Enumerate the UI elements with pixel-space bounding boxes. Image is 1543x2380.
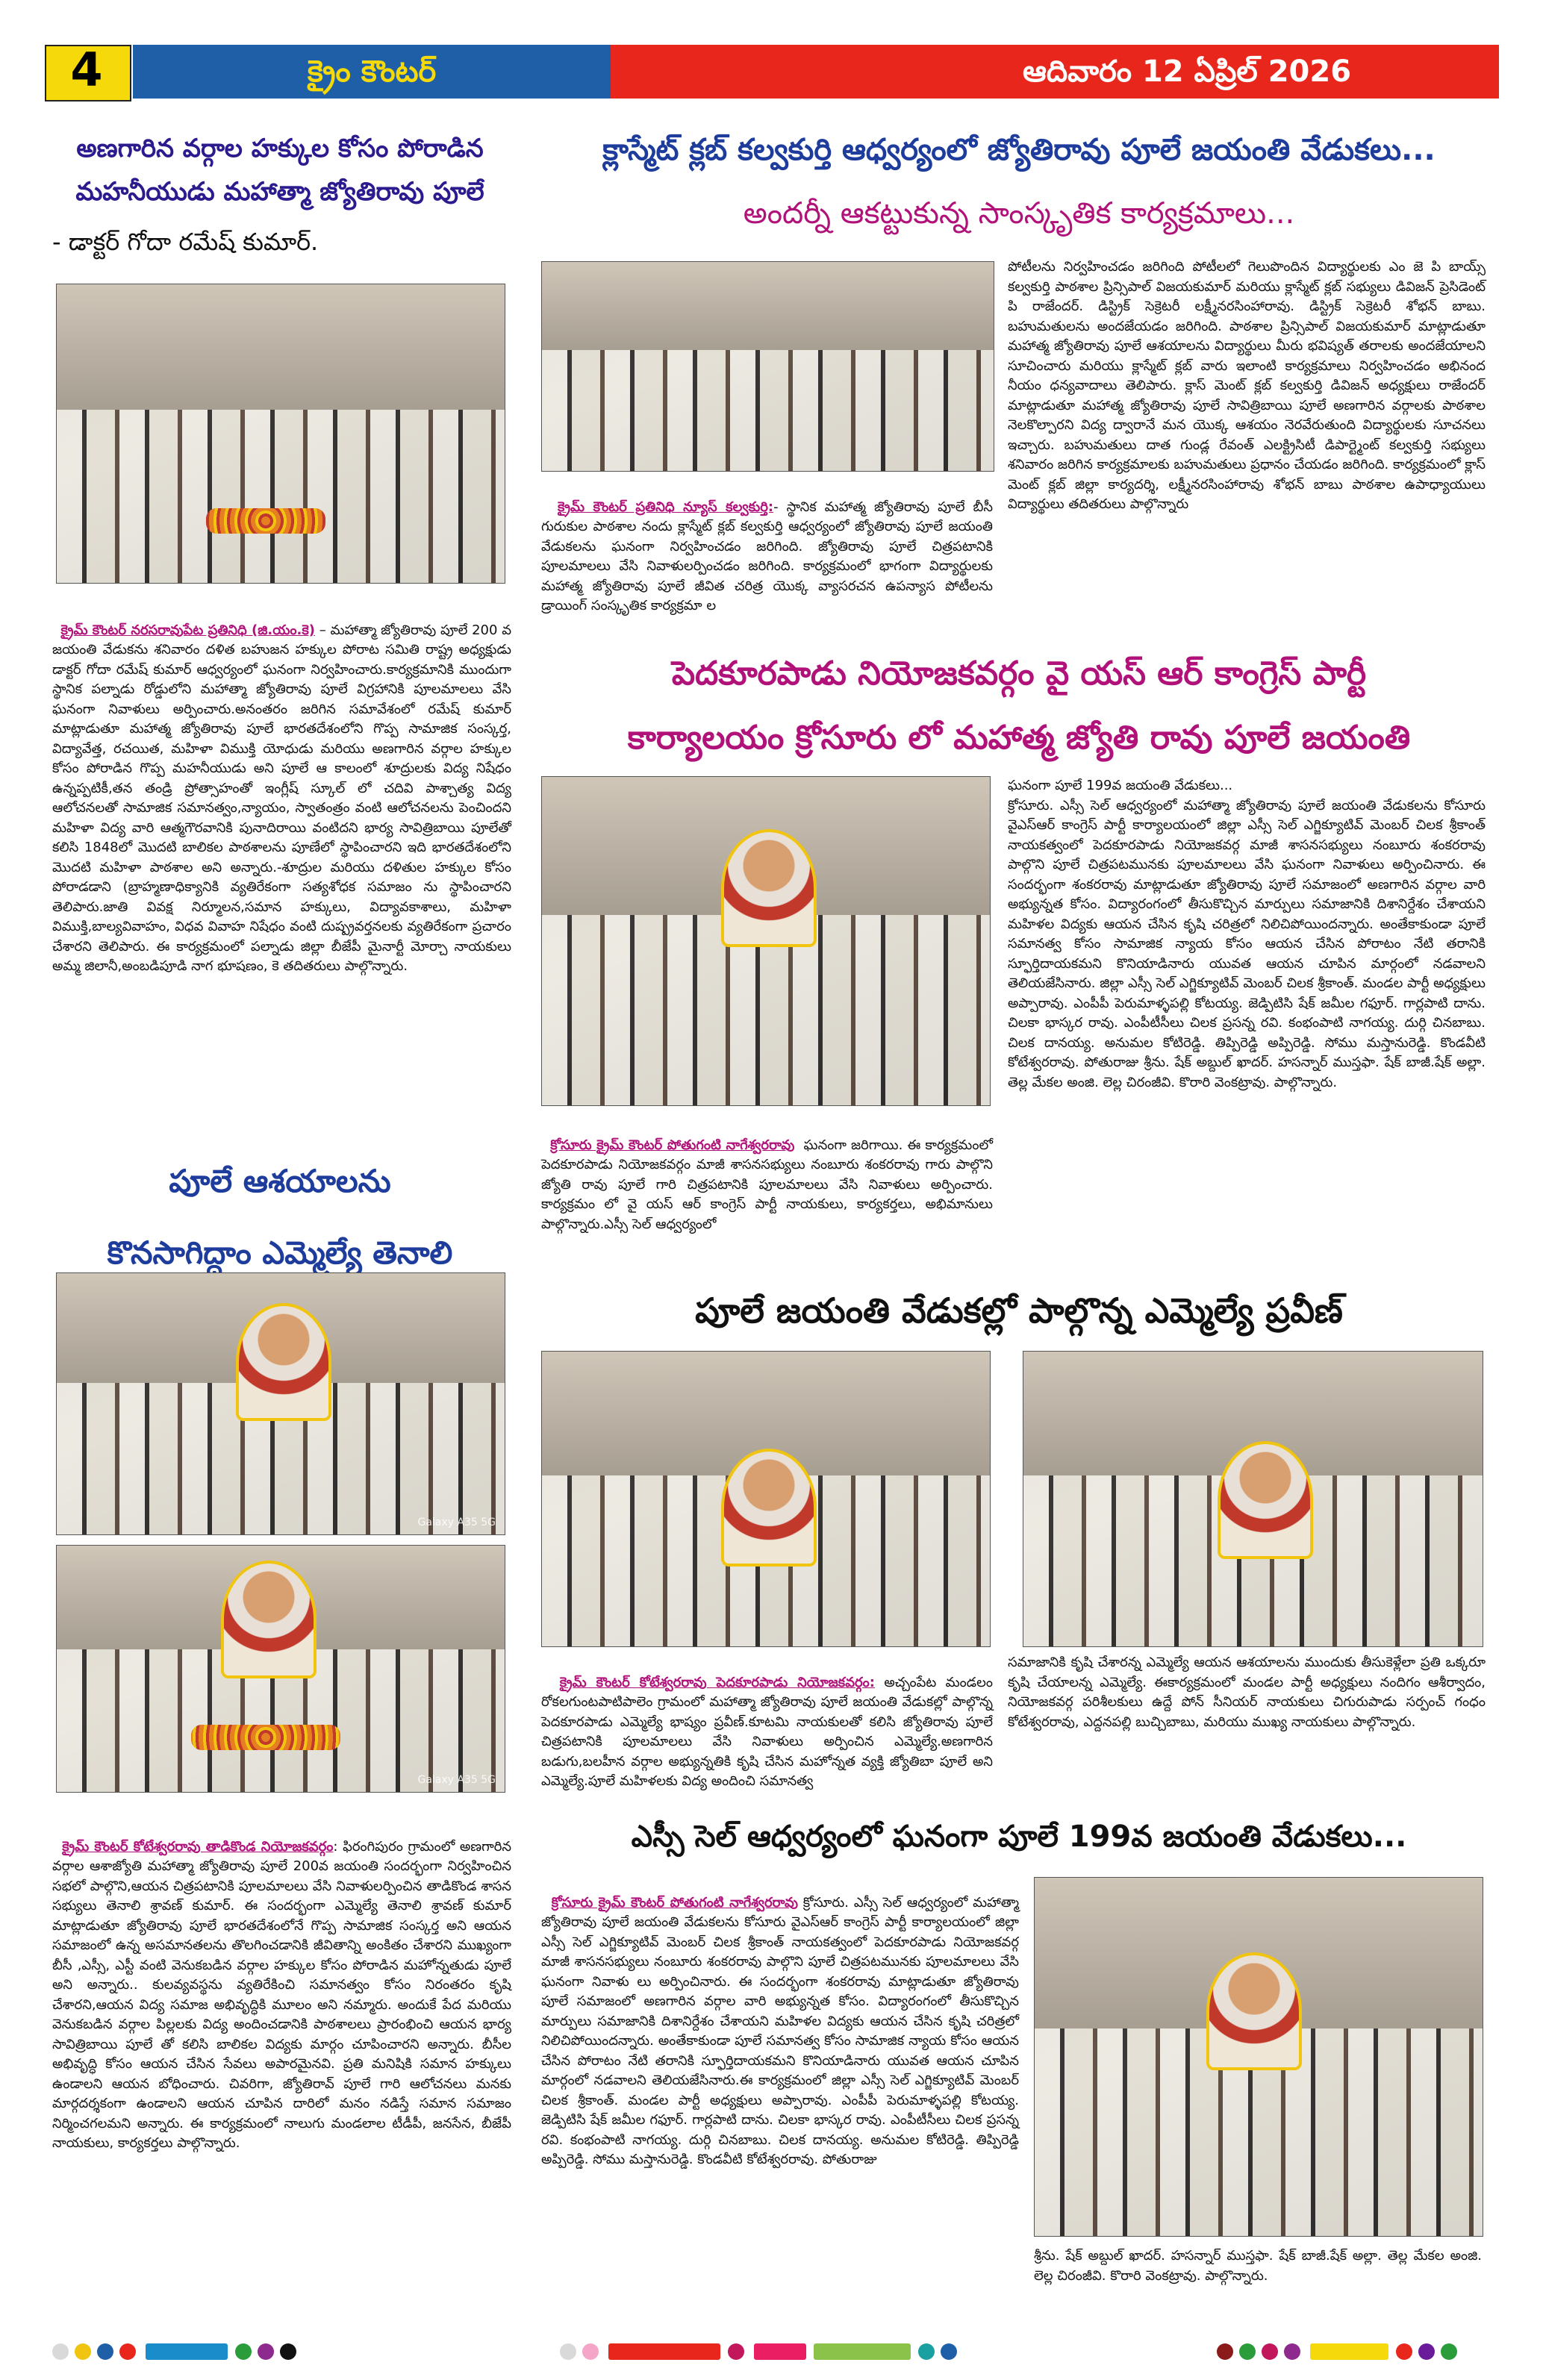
- left-headline-1: అణగారిన వర్గాల హక్కుల కోసం పోరాడిన మహనీయుడు మహాత్మా జ్యోతిరావు పూలే: [75, 134, 484, 207]
- footer-bar: [1310, 2343, 1388, 2360]
- photo-phirangipuram-2: [56, 1545, 505, 1793]
- footer-bar: [814, 2343, 911, 2360]
- right-story-2-col2: ఘనంగా పూలే 199వ జయంతి వేడుకలు... క్రోసూరు. ఎస్సీ సెల్ ఆధ్వర్యంలో మహాత్మా జ్యోతిరావు పూలే జయంతి వేడుకలను కోసూరు వైఎస్ఆర్ కాంగ్రెస్ పార్టీ కార్యాలయంలో జిల్లా ఎస్సీ సెల్ ఎగ్జిక్యూటివ్ మెంబర్ చిలక శ్రీకాంత్ నాయకత్వంలో పెదకూరపాడు నియోజకవర్గ మాజీ శాసనసభ్యులు నంబూరు శంకరరావు పాల్గొని పూలే చిత్రపటమునకు పూలమాలలు వేసి ఘనంగా నివాళులు అర్పించినారు. ఈ సందర్భంగా శంకరరావు మాట్లాడుతూ జ్యోతిరావు పూలే సమాజంలో అణగారిన వర్గాల వారి అభ్యున్నత కోసం. విద్యారంగంలో తీసుకొచ్చిన మార్పులు సమాజానికి దిశానిర్దేశం చేశాయని మహిళల విద్యకు ఆయన చేసిన కృషి చరిత్రలో నిలిచిపోయిందన్నారు. అంతేకాకుండా పూలే సమానత్వ కోసం సామాజిక న్యాయ కోసం ఆయన చేసిన పోరాటం నేటి తరానికి స్ఫూర్తిదాయకమని కొనియాడినారు యువత ఆయన చూపిన మార్గంలో నడవాలని తెలియజేసినారు. జిల్లా ఎస్సీ సెల్ ఎగ్జిక్యూటివ్ మెంబర్ చిలక శ్రీకాంత్. మండల పార్టీ అధ్యక్షులు అప్పారావు. ఎంపీపీ పెరుమాళ్ళపల్లి కోటయ్య. జెడ్పిటిసి షేక్ జమీల గఫూర్. గార్లపాటి దాను. చిలకా భాస్కర రావు. ఎంపీటీసీలు చిలక ప్రసన్న రవి. కంభంపాటి నాగయ్య. దుర్గి చినబాబు. చిలక దానయ్య. అనుమల కోటిరెడ్డి. తిప్పిరెడ్డి అప్పిరెడ్డి. సోము మస్తానురెడ్డి. కొండవీటి కోటేశ్వరరావు. పోతురాజు శ్రీను. షేక్ అబ్దుల్ ఖాదర్. హసన్నార్ ముస్తఫా. షేక్ బాజీ.షేక్ అల్లా. తెల్ల మేకల అంజి. లెల్ల చిరంజీవి. కొరారి వెంకట్రావు. పాల్గొన్నారు.: [1008, 778, 1486, 1090]
- footer-dot: [52, 2343, 69, 2360]
- right-story-2-lead: క్రోసూరు క్రైమ్ కౌంటర్ పోతుగంటి నాగేశ్వరరావు: [550, 1137, 795, 1153]
- footer-bar: [608, 2343, 720, 2360]
- photo-phirangipuram-1: [56, 1272, 505, 1535]
- photo-watermark-2: Galaxy A35 5G: [417, 1774, 496, 1786]
- right-headline-4: ఎస్సీ సెల్ ఆధ్వర్యంలో ఘనంగా పూలే 199వ జయంతి వేడుకలు...: [631, 1820, 1407, 1854]
- right-headline-1: క్లాస్మేట్ క్లబ్ కల్వకుర్తి ఆధ్వర్యంలో జ్యోతిరావు పూలే జయంతి వేడుకలు...: [602, 133, 1436, 167]
- photo-kalwakurthy: [541, 261, 994, 472]
- page-number: 4: [70, 43, 103, 97]
- footer-dot: [728, 2343, 744, 2360]
- footer-dot: [560, 2343, 576, 2360]
- left-story-2-lead: క్రైమ్ కౌంటర్ కోటేశ్వరరావు తాడికొండ నియోజకవర్గం: [62, 1838, 334, 1855]
- footer-dot: [280, 2343, 296, 2360]
- left-story-1-lead: క్రైమ్ కౌంటర్ నరసరావుపేట ప్రతినిధి (జి.యం.కె): [60, 622, 315, 638]
- left-story-1-body: – మహాత్మా జ్యోతిరావు పూలే 200 వ జయంతి వేడుకను శనివారం దళిత బహుజన హక్కుల పోరాట సమితి రాష్ట్ర అధ్యక్షుడు డాక్టర్ గోదా రమేష్ కుమార్ ఆధ్వర్యంలో ఘనంగా నిర్వహించారు.కార్యక్రమానికి ముందుగా స్థానిక పల్నాడు రోడ్డులోని మహాత్మా జ్యోతిరావు పూలే విగ్రహానికి పూలమాలలు వేసి ఘనంగా నివాళులు అర్పించారు.అనంతరం జరిగిన సమావేశంలో రమేష్ కుమార్ మాట్లాడుతూ మహాత్మ జ్యోతిరావు పూలే భారతదేశంలోని గొప్ప సామాజిక సంస్కర్త, విద్యావేత్త, రచయిత, మహిళా విముక్తి యోధుడు మరియు అణగారిన వర్గాల హక్కుల కోసం పోరాడిన గొప్ప మహనీయుడు అని పూలే ఆ కాలంలో శూద్రులకు విద్య నిషేధం ఉన్నప్పటికీ,తన తండ్రి ప్రోత్సాహంతో ఇంగ్లీష్ స్కూల్ లో చదివి పాశ్చాత్య విద్య ఆలోచనలతో సామాజిక సమానత్వం,న్యాయం, స్వాతంత్రం వంటి ఆలోచనలను పెంచిందని మహిళా విద్య వారి ఆత్మగౌరవానికి పునాదిరాయి వంటిదని భార్య సావిత్రిబాయి పూలేతో కలిసి 1848లో మొదటి బాలికల పాఠశాలను పూణేలో స్థాపించారని ఇది భారతదేశంలోని మొదటి మహిళా పాఠశాల అని అన్నారు.-శూద్రుల మరియు దళితుల హక్కుల కోసం పోరాడడాని (బ్రాహ్మణాధిక్యానికి వ్యతిరేకంగా సత్యశోధక సమాజం ను స్థాపించారని తెలిపారు.జాతి వివక్ష నిర్మూలన,సమాన హక్కులు, విద్యావకాశాలు, మహిళా విముక్తి,బాల్యవివాహం, విధవ వివాహ నిషేధం వంటి దుష్ప్రవర్తనలకు వ్యతిరేకంగా ప్రచారం చేశారని తెలిపారు. ఈ కార్యక్రమంలో పల్నాడు జిల్లా బీజేపీ మైనార్టీ మోర్చా నాయకులు అమ్మ జిలానీ,అంబడిపూడి నాగ భూషణం, కె తదితరులు పాల్గొన్నారు.: [52, 622, 516, 974]
- right-story-1-col2: పోటీలను నిర్వహించడం జరిగింది పోటీలలో గెలుపొందిన విద్యార్థులకు ఎం జె పి బాయ్స్ కల్వకుర్తి పాఠశాల ప్రిన్సిపాల్ విజయకుమార్ మరియు క్లాస్మేట్ క్లబ్ సభ్యులు డివిజన్ ప్రెసిడెంట్ పి రాజేందర్. డిస్ట్రిక్ సెక్రెటరీ లక్ష్మీనరసింహారావు. డిస్ట్రిక్ సెక్రెటరీ శోభన్ బాబు. బహుమతులను అందజేయడం జరిగింది. పాఠశాల ప్రిన్సిపాల్ విజయకుమార్ మాట్లాడుతూ మహాత్మ జ్యోతిరావు పూలే ఆశయాలను విద్యార్థులు మీరు భవిష్యత్ తరాలకు అందజేయాలని సూచించారు మరియు క్లాస్మేట్ క్లబ్ వారు ఇలాంటి కార్యక్రమాలు నిర్వహించడం అభినంద నీయం ధన్యవాదాలు తెలిపారు. క్లాస్ మెంట్ క్లబ్ కల్వకుర్తి డివిజన్ అధ్యక్షులు రాజేందర్ మాట్లాడుతూ మహాత్మ జ్యోతిరావు పూలే సావిత్రిబాయి పూలే అణగారిన వర్గాలకు పాఠశాల నెలకొల్పారని విద్య ద్వారానే మన యొక్క ఆశయం నెరవేరుతుంది విద్యార్థులకు సూచనలు ఇచ్చారు. బహుమతులు దాత గుండ్ల రేవంత్ ఎలక్ట్రిసిటీ డిపార్ట్మెంట్ కల్వకుర్తి సభ్యులు శనివారం జరిగిన కార్యక్రమాలకు బహుమతులు ప్రధానం చేయడం జరిగింది. కార్యక్రమంలో క్లాస్ మెంట్ క్లబ్ జిల్లా కార్యదర్శి, లక్ష్మీనరసింహారావు శోభన్ బాబు పాఠశాల ఉపాధ్యాయులు విద్యార్థులు తదితరులు పాల్గొన్నారు: [1008, 259, 1490, 512]
- footer-bar: [146, 2343, 228, 2360]
- right-story-4-body: క్రోసూరు. ఎస్సీ సెల్ ఆధ్వర్యంలో మహాత్మా జ్యోతిరావు పూలే జయంతి వేడుకలను కోసూరు వైఎస్ఆర్ కాంగ్రెస్ పార్టీ కార్యాలయంలో జిల్లా ఎస్సీ సెల్ ఎగ్జిక్యూటివ్ మెంబర్ చిలక శ్రీకాంత్ నాయకత్వంలో పెదకూరపాడు నియోజకవర్గ మాజీ శాసనసభ్యులు నంబూరు శంకరరావు పాల్గొని పూలే చిత్రపటమునకు పూలమాలలు వేసి ఘనంగా నివాళు లు అర్పించినారు. ఈ సందర్భంగా శంకరరావు మాట్లాడుతూ జ్యోతిరావు పూలే సమాజంలో అణగారిన వర్గాల వారి అభ్యున్నత కోసం. విద్యారంగంలో తీసుకొచ్చిన మార్పులు సమాజానికి దిశానిర్దేశం చేశాయని మహిళల విద్యకు ఆయన చేసిన కృషి చరిత్రలో నిలిచిపోయిందన్నారు. అంతేకాకుండా పూలే సమానత్వ కోసం సామాజిక న్యాయ కోసం ఆయన చేసిన పోరాటం నేటి తరానికి స్ఫూర్తిదాయకమని కొనియాడినారు యువత ఆయన చూపిన మార్గంలో నడవాలని తెలియజేసినారు.ఈ కార్యక్రమంలో జిల్లా ఎస్సీ సెల్ ఎగ్జిక్యూటివ్ మెంబర్ చిలక శ్రీకాంత్. మండల పార్టీ అధ్యక్షులు అప్పారావు. ఎంపీపీ పెరుమాళ్ళపల్లి కోటయ్య. జెడ్పిటిసి షేక్ జమీల గఫూర్. గార్లపాటి దాను. చిలకా భాస్కర రావు. ఎంపీటీసీలు చిలక ప్రసన్న రవి. కంభంపాటి నాగయ్య. దుర్గి చినబాబు. చిలక దానయ్య. అనుమల కోటిరెడ్డి. తిప్పిరెడ్డి అప్పిరెడ్డి. సోము మస్తానురెడ్డి. కొండవీటి కోటేశ్వరరావు. పోతురాజు: [541, 1894, 1023, 2167]
- footer-dot: [1239, 2343, 1256, 2360]
- right-story-3-lead: క్రైమ్ కౌంటర్ కోటేశ్వరరావు పెదకూరపాడు నియోజకవర్గం:: [559, 1674, 875, 1690]
- footer-dot: [97, 2343, 113, 2360]
- footer-dot: [941, 2343, 957, 2360]
- footer-bar: [754, 2343, 806, 2360]
- right-story-3-col2: సమాజానికి కృషి చేశారన్న ఎమ్మెల్యే ఆయన ఆశయాలను ముందుకు తీసుకెళ్లేలా ప్రతి ఒక్కరూ కృషి చేయాలన్న ఎమ్మెల్యే. ఈకార్యక్రమంలో మండల పార్టీ అధ్యక్షులు నందిగం ఆశీర్వాదం, నియోజకవర్గ పరిశీలకులు ఉద్దే పోన్ సీనియర్ నాయకులు చిగురుపాడు సర్పంచ్ గంధం కోటేశ్వరరావు, ఎద్దనపల్లి బుచ్చిబాబు, మరియు ముఖ్య నాయకులు పాల్గొన్నారు.: [1008, 1655, 1490, 1730]
- photo-praveen-1: [541, 1351, 991, 1647]
- left-story-2-body: : ఫిరంగిపురం గ్రామంలో అణగారిన వర్గాల ఆశాజ్యోతి మహాత్మా జ్యోతిరావు పూలే 200వ జయంతి సందర్భంగా నిర్వహించిన సభలో పాల్గొని,ఆయన చిత్రపటానికి పూలమాలలు వేసి నివాళులర్పించిన తాడికొండ శాసన సభ్యులు తెనాలి శ్రావణ్ కుమార్. ఈ సందర్భంగా ఎమ్మెల్యే తెనాలి శ్రావణ్ కుమార్ మాట్లాడుతూ జ్యోతిరావు పూలే భారతదేశంలోనే గొప్ప సామాజిక సంస్కర్త అని ఆయన సమాజంలో ఉన్న అసమానతలను తొలగించడానికి జీవితాన్ని అంకితం చేశారని ముఖ్యంగా బీసీ ,ఎస్సీ, ఎస్టీ వంటి వెనుకబడిన వర్గాల హక్కుల కోసం పోరాడిన మహోన్నతుడు పూలే అని అన్నారు.. కులవ్యవస్థను వ్యతిరేకించి సమానత్వం కోసం నిరంతరం కృషి చేశారని,ఆయన విద్య సమాజ అభివృద్ధికి మూలం అని నమ్మారు. అందుకే పేద మరియు వెనుకబడిన వర్గాల పిల్లలకు విద్య అందించడానికి పాఠశాలలు ప్రారంభించి ఆయన భార్య సావిత్రిబాయి పూలే తో కలిసి బాలికల విద్యకు మార్గం చూపించారని అన్నారు. బీసీల అభివృద్ధి కోసం ఆయన చేసిన సేవలు అపారమైనవి. ప్రతి మనిషికి సమాన హక్కులు ఉండాలని ఆయన బోధించారు. చివరిగా, జ్యోతిరావ్ పూలే గారి ఆలోచనలు మనకు మార్గదర్శకంగా ఉండాలని ఆయన చూపిన దారిలో మనం నడిస్తే సమాన సమాజం నిర్మించగలమని అన్నారు. ఈ కార్యక్రమంలో నాలుగు మండలాల టీడీపీ, జనసేన, బీజేపీ నాయకులు, కార్యకర్తలు పాల్గొన్నారు.: [52, 1838, 516, 2151]
- photo-narasaraopet-event: [56, 284, 505, 584]
- photo-sc-cell: [1034, 1877, 1483, 2237]
- left-story-1: [52, 601, 516, 1123]
- right-story-4-lead: క్రోసూరు క్రైమ్ కౌంటర్ పోతుగంటి నాగేశ్వరరావు: [551, 1894, 798, 1911]
- footer-dot: [1284, 2343, 1300, 2360]
- footer-dot: [1441, 2343, 1457, 2360]
- left-story-2: [52, 1817, 516, 2302]
- photo-praveen-2: [1023, 1351, 1483, 1647]
- right-headline-2: పెదకూరపాడు నియోజకవర్గం వై యస్ ఆర్ కాంగ్రెస్ పార్టీ కార్యాలయం క్రోసూరు లో మహాత్మ జ్యోతి రావు పూలే జయంతి: [627, 655, 1411, 757]
- right-story-4: [541, 1873, 1023, 2321]
- footer-dot: [1396, 2343, 1412, 2360]
- footer-dot: [119, 2343, 136, 2360]
- footer-dot: [258, 2343, 274, 2360]
- right-story-1-lead: క్రైమ్ కౌంటర్ ప్రతినిధి న్యూస్ కల్వకుర్తి:: [558, 499, 774, 515]
- right-story-2-body: ఘనంగా జరిగాయి. ఈ కార్యక్రమంలో పెదకూరపాడు నియోజకవర్గం మాజీ శాసనసభ్యులు నంబూరు శంకరరావు గారు పాల్గొని జ్యోతి రావు పూలే గారి చిత్రపటానికి పూలమాలలు వేసి నివాళులు అర్పించారు. కార్యక్రమం లో వై యస్ ఆర్ కాంగ్రెస్ పార్టీ నాయకులు, కార్యకర్తలు, అభిమానులు పాల్గొన్నారు.ఎస్సీ సెల్ ఆధ్వర్యంలో: [541, 1137, 997, 1232]
- footer-dot: [1217, 2343, 1233, 2360]
- right-story-3-body: అచ్చంపేట మండలం రోకలగుంటపాటిపాలెం గ్రామంలో మహాత్మా జ్యోతిరావు పూలే జయంతి వేడుకల్లో పాల్గొన్న పెదకూరపాడు ఎమ్మెల్యే భాష్యం ప్రవీణ్.కూటమి నాయకులతో కలిసి జ్యోతిరావు పూలే చిత్రపటానికి పూలమాలలు వేసి నివాళులు అర్పించిన ఎమ్మెల్యే.అణగారిన బడుగు,బలహీన వర్గాల అభ్యున్నతికి కృషి చేసిన మహోన్నత వ్యక్తి జ్యోతిబా పూలే అని ఎమ్మెల్యే.పూలే మహిళలకు విద్య అందించి సమానత్వ: [541, 1674, 997, 1789]
- right-story-1: [541, 478, 997, 627]
- footer-dot: [75, 2343, 91, 2360]
- issue-date: ఆదివారం 12 ఏప్రిల్ 2026: [1022, 54, 1352, 89]
- right-story-2: [541, 1116, 997, 1276]
- right-subhead-1: అందర్నీ ఆకట్టుకున్న సాంస్కృతిక కార్యక్రమాలు...: [743, 196, 1295, 231]
- right-story-3: [541, 1653, 997, 1806]
- photo-krosuru-office: [541, 776, 991, 1106]
- footer-dot: [235, 2343, 252, 2360]
- photo-watermark-1: Galaxy A35 5G: [417, 1517, 496, 1528]
- footer-dot: [918, 2343, 935, 2360]
- left-headline-2: పూలే ఆశయాలను కొనసాగిద్దాం ఎమ్మెల్యే తెనాలి: [107, 1163, 453, 1271]
- footer-dot: [1262, 2343, 1278, 2360]
- right-story-1-body: - స్థానిక మహాత్మ జ్యోతిరావు పూలే బీసీ గురుకుల పాఠశాల నందు క్లాస్మేట్ క్లబ్ కల్వకుర్తి ఆధ్వర్యంలో జ్యోతిరావు పూలే జయంతి వేడుకలను ఘనంగా నిర్వహించడం జరిగింది. జ్యోతిరావు పూలే చిత్రపటానికి పూలమాలలు వేసి నివాళులర్పించడం జరిగింది. కార్యక్రమంలో భాగంగా విద్యార్థులకు మహాత్మ జ్యోతిరావు పూలే జీవిత చరిత్ర యొక్క వ్యాసరచన ఉపన్యాస పోటీలను డ్రాయింగ్ సంస్కృతిక కార్యక్రమా ల: [541, 499, 997, 613]
- footer-dot: [582, 2343, 599, 2360]
- section-title: క్రైం కౌంటర్: [307, 54, 437, 89]
- footer-dot: [1418, 2343, 1435, 2360]
- left-byline: - డాక్టర్ గోదా రమేష్ కుమార్.: [52, 228, 319, 256]
- right-headline-3: పూలే జయంతి వేడుకల్లో పాల్గొన్న ఎమ్మెల్యే ప్రవీణ్: [695, 1290, 1343, 1331]
- right-story-4-col2: శ్రీను. షేక్ అబ్దుల్ ఖాదర్. హసన్నార్ ముస్తఫా. షేక్ బాజీ.షేక్ అల్లా. తెల్ల మేకల అంజి. లెల్ల చిరంజీవి. కొరారి వెంకట్రావు. పాల్గొన్నారు.: [1034, 2248, 1486, 2284]
